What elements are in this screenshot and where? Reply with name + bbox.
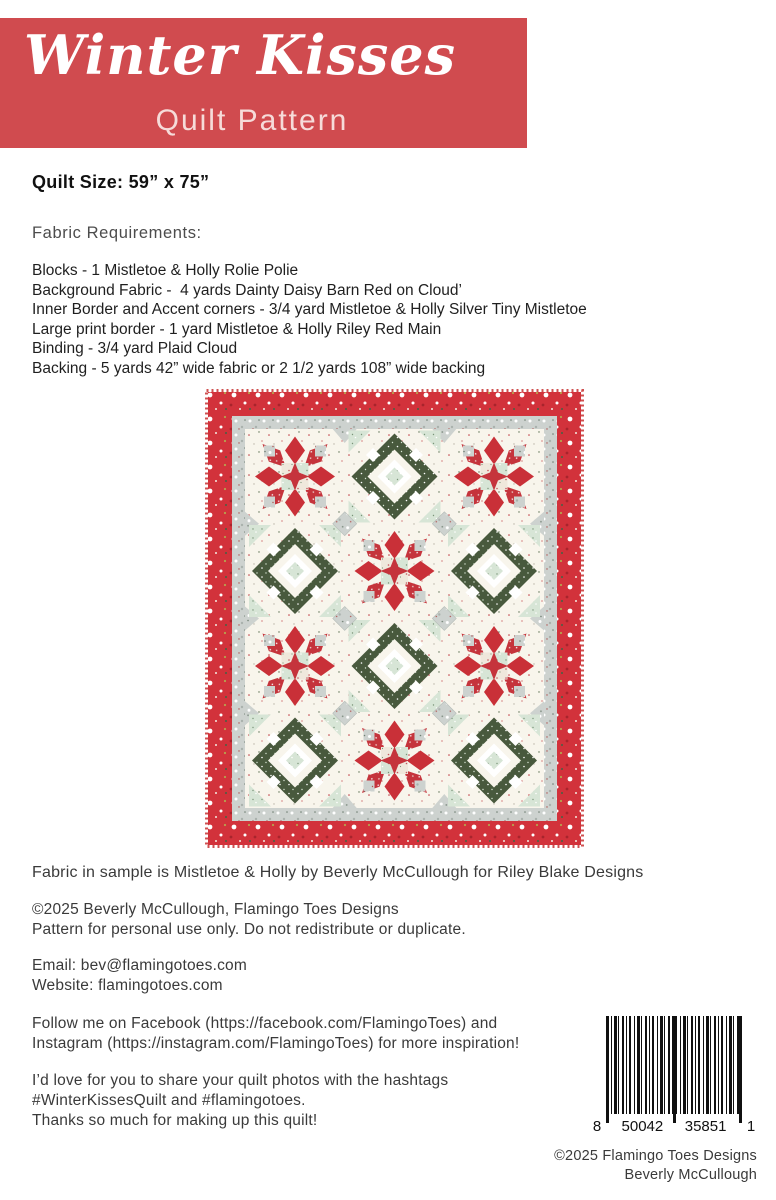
fabric-item-large-border: Large print border - 1 yard Mistletoe & Holly Riley Red Main bbox=[32, 320, 442, 338]
barcode-group-1: 50042 bbox=[618, 1119, 668, 1134]
fabric-item-inner-border: Inner Border and Accent corners - 3/4 yard Mistletoe & Holly Silver Tiny Mistletoe bbox=[32, 301, 587, 318]
barcode-guard-right bbox=[739, 1016, 742, 1123]
thanks-line: Thanks so much for making up this quilt! bbox=[32, 1112, 318, 1129]
sample-fabric-note: Fabric in sample is Mistletoe & Holly by Beverly McCullough for Riley Blake Designs bbox=[32, 864, 644, 881]
barcode-guard-middle bbox=[673, 1016, 676, 1123]
fabric-requirements-list bbox=[32, 261, 587, 378]
share-line: I’d love for you to share your quilt photos with the hashtags bbox=[32, 1072, 449, 1089]
email-line: Email: bev@flamingotoes.com bbox=[32, 957, 247, 974]
pattern-subtitle: Quilt Pattern bbox=[155, 104, 349, 137]
footer-company-line: ©2025 Flamingo Toes Designs bbox=[554, 1148, 757, 1164]
fabric-item-backing: Backing - 5 yards 42” wide fabric or 2 1/2 yards 108” wide backing bbox=[32, 359, 486, 377]
barcode-group-2: 35851 bbox=[681, 1119, 731, 1134]
website-line: Website: flamingotoes.com bbox=[32, 977, 223, 994]
barcode-digit-right: 1 bbox=[746, 1118, 756, 1135]
instagram-line: Instagram (https://instagram.com/FlamingoToes) for more inspiration! bbox=[32, 1035, 520, 1052]
hashtags-line: #WinterKissesQuilt and #flamingotoes. bbox=[32, 1092, 306, 1109]
contact-block bbox=[32, 956, 247, 996]
footer-credit bbox=[554, 1147, 757, 1185]
fabric-item-binding: Binding - 3/4 yard Plaid Cloud bbox=[32, 340, 238, 357]
quilt-size-heading: Quilt Size: 59” x 75” bbox=[32, 172, 210, 192]
pattern-title: Winter Kisses bbox=[24, 23, 457, 87]
copyright-block bbox=[32, 900, 466, 940]
quilt-photo bbox=[205, 389, 584, 848]
social-block bbox=[32, 1014, 519, 1054]
fabric-requirements-heading: Fabric Requirements: bbox=[32, 224, 202, 242]
copyright-line: ©2025 Beverly McCullough, Flamingo Toes Designs bbox=[32, 901, 399, 918]
title-banner bbox=[0, 18, 527, 148]
fabric-item-background: Background Fabric - 4 yards Dainty Daisy Barn Red on Cloud’ bbox=[32, 281, 462, 299]
fabric-item-blocks: Blocks - 1 Mistletoe & Holly Rolie Polie bbox=[32, 262, 299, 279]
footer-author-line: Beverly McCullough bbox=[624, 1167, 757, 1183]
facebook-line: Follow me on Facebook (https://facebook.com/FlamingoToes) and bbox=[32, 1015, 498, 1032]
share-block bbox=[32, 1071, 448, 1131]
upc-barcode bbox=[590, 1016, 758, 1142]
barcode-guard-left bbox=[606, 1016, 609, 1123]
barcode-digits bbox=[590, 1119, 758, 1134]
barcode-digit-left: 8 bbox=[592, 1118, 602, 1135]
usage-line: Pattern for personal use only. Do not redistribute or duplicate. bbox=[32, 921, 466, 938]
